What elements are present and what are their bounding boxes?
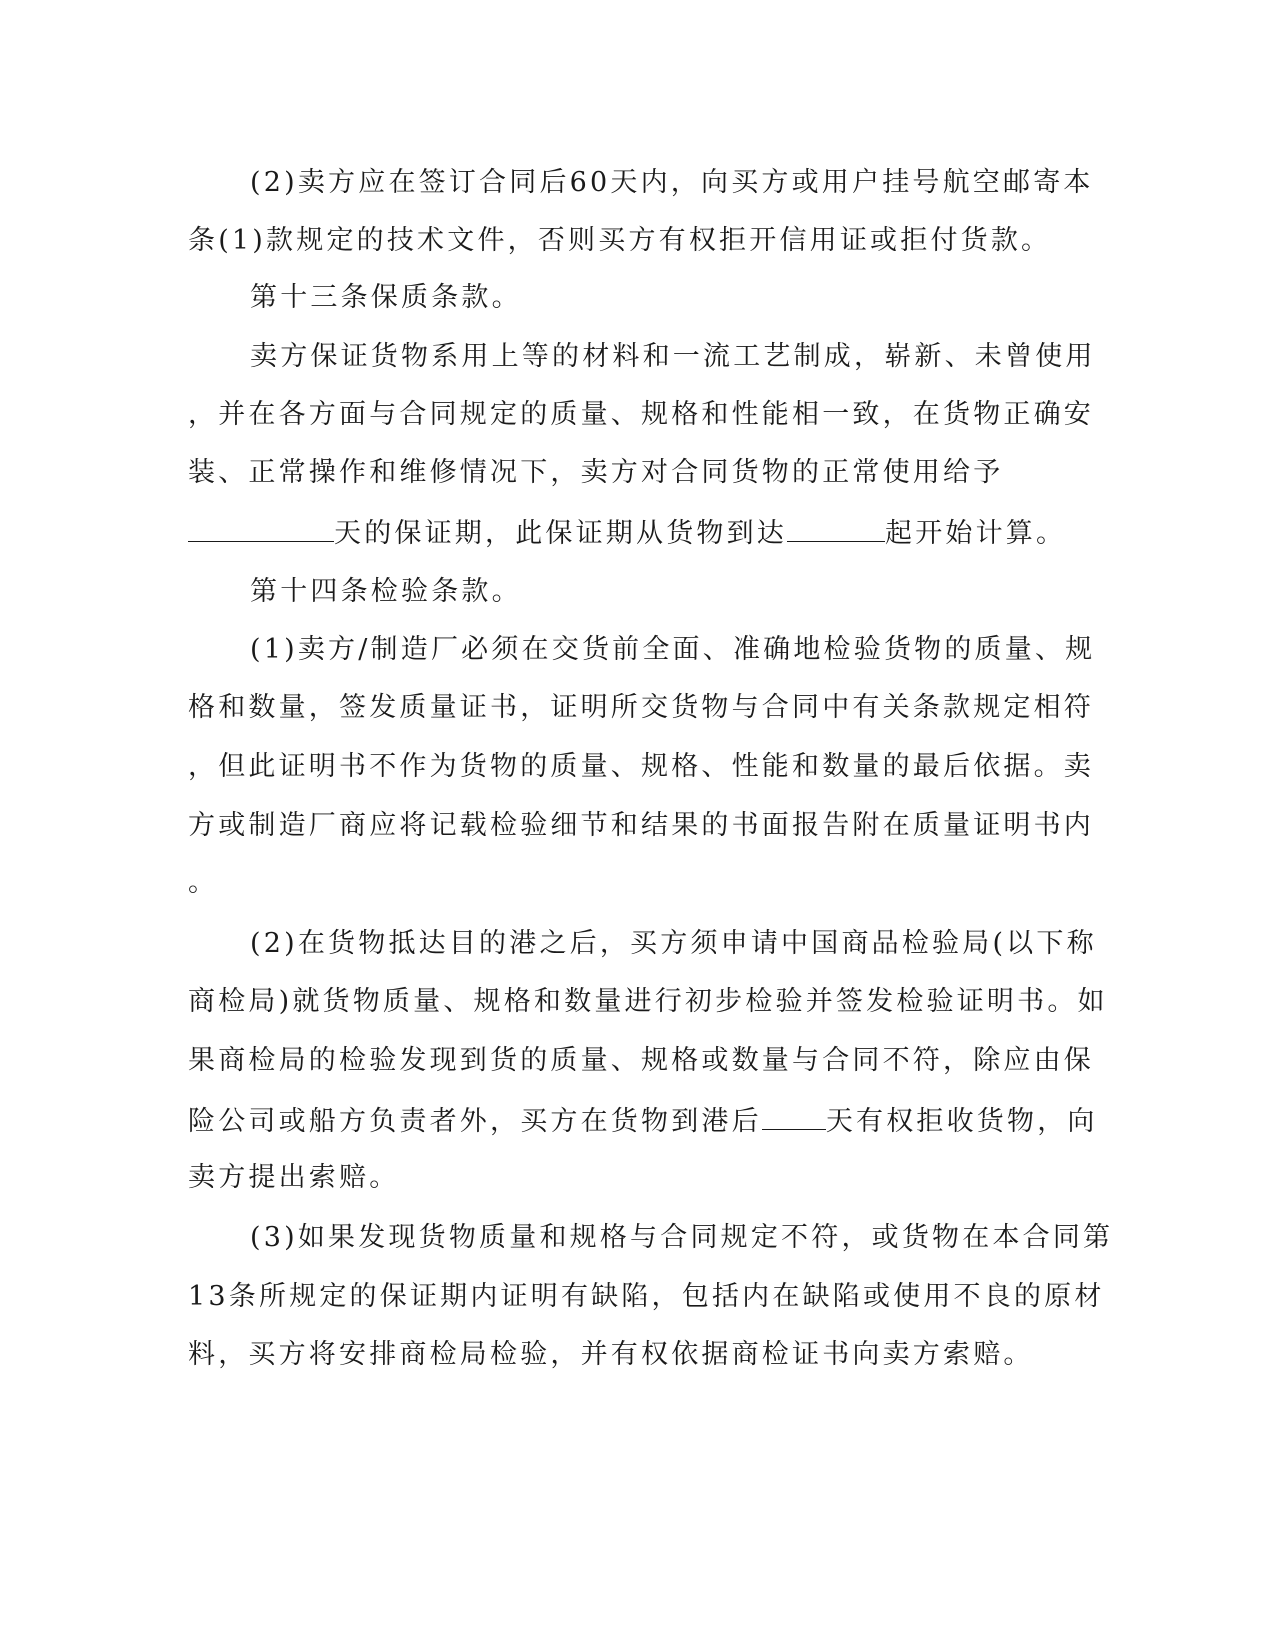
line-text: 卖方保证货物系用上等的材料和一流工艺制成，崭新、未曾使用 — [250, 341, 1096, 372]
line-text: 。 — [188, 867, 219, 898]
line-text: 条(1)款规定的技术文件，否则买方有权拒开信用证或拒付货款。 — [188, 225, 1052, 256]
paragraph-line — [250, 166, 1094, 200]
line-text: 方或制造厂商应将记载检验细节和结果的书面报告附在质量证明书内 — [188, 810, 1094, 841]
heading-text: 第十四条检验条款。 — [250, 576, 522, 607]
line-text: 果商检局的检验发现到货的质量、规格或数量与合同不符，除应由保 — [188, 1045, 1094, 1076]
paragraph-line — [188, 398, 1094, 432]
heading-text: 第十三条保质条款。 — [250, 282, 522, 313]
paragraph-line — [188, 866, 218, 900]
paragraph-line — [188, 750, 1094, 784]
paragraph-line — [188, 1044, 1094, 1078]
line-text: ，但此证明书不作为货物的质量、规格、性能和数量的最后依据。卖 — [188, 751, 1094, 782]
line-text: 格和数量，签发质量证书，证明所交货物与合同中有关条款规定相符 — [188, 692, 1094, 723]
paragraph-line — [250, 340, 1096, 374]
line-text: (2)卖方应在签订合同后60天内，向买方或用户挂号航空邮寄本 — [250, 167, 1094, 198]
paragraph-line — [250, 1221, 1113, 1255]
line-text: 料，买方将安排商检局检验，并有权依据商检证书向卖方索赔。 — [188, 1339, 1034, 1370]
line-text: (3)如果发现货物质量和规格与合同规定不符，或货物在本合同第 — [250, 1222, 1114, 1253]
paragraph-line — [188, 1338, 1034, 1372]
line-text: 天的保证期，此保证期从货物到达 — [334, 518, 787, 549]
paragraph-line — [188, 691, 1094, 725]
section-heading — [250, 575, 522, 609]
paragraph-line — [250, 927, 1097, 961]
paragraph-line — [188, 456, 1003, 490]
line-text: 装、正常操作和维修情况下，卖方对合同货物的正常使用给予 — [188, 457, 1004, 488]
line-text: (1)卖方/制造厂必须在交货前全面、准确地检验货物的质量、规 — [250, 634, 1096, 665]
line-text: 起开始计算。 — [885, 518, 1067, 549]
paragraph-line — [188, 1161, 399, 1195]
section-heading — [250, 281, 522, 315]
line-text: 商检局)就货物质量、规格和数量进行初步检验并签发检验证明书。如 — [188, 986, 1108, 1017]
line-text: 卖方提出索赔。 — [188, 1162, 400, 1193]
line-text: ，并在各方面与合同规定的质量、规格和性能相一致，在货物正确安 — [188, 399, 1094, 430]
fill-blank — [762, 1103, 826, 1130]
paragraph-line — [188, 1280, 1105, 1314]
paragraph-line — [188, 224, 1051, 258]
line-text: 险公司或船方负责者外，买方在货物到港后 — [188, 1106, 762, 1137]
paragraph-line — [250, 633, 1095, 667]
line-text: (2)在货物抵达目的港之后，买方须申请中国商品检验局(以下称 — [250, 928, 1097, 959]
line-text: 天有权拒收货物，向 — [825, 1106, 1098, 1137]
paragraph-line — [188, 515, 1066, 551]
line-text: 13条所规定的保证期内证明有缺陷，包括内在缺陷或使用不良的原材 — [188, 1281, 1105, 1312]
fill-blank — [188, 515, 334, 542]
fill-blank — [787, 515, 885, 542]
paragraph-line — [188, 1103, 1098, 1139]
paragraph-line — [188, 985, 1108, 1019]
paragraph-line — [188, 809, 1094, 843]
